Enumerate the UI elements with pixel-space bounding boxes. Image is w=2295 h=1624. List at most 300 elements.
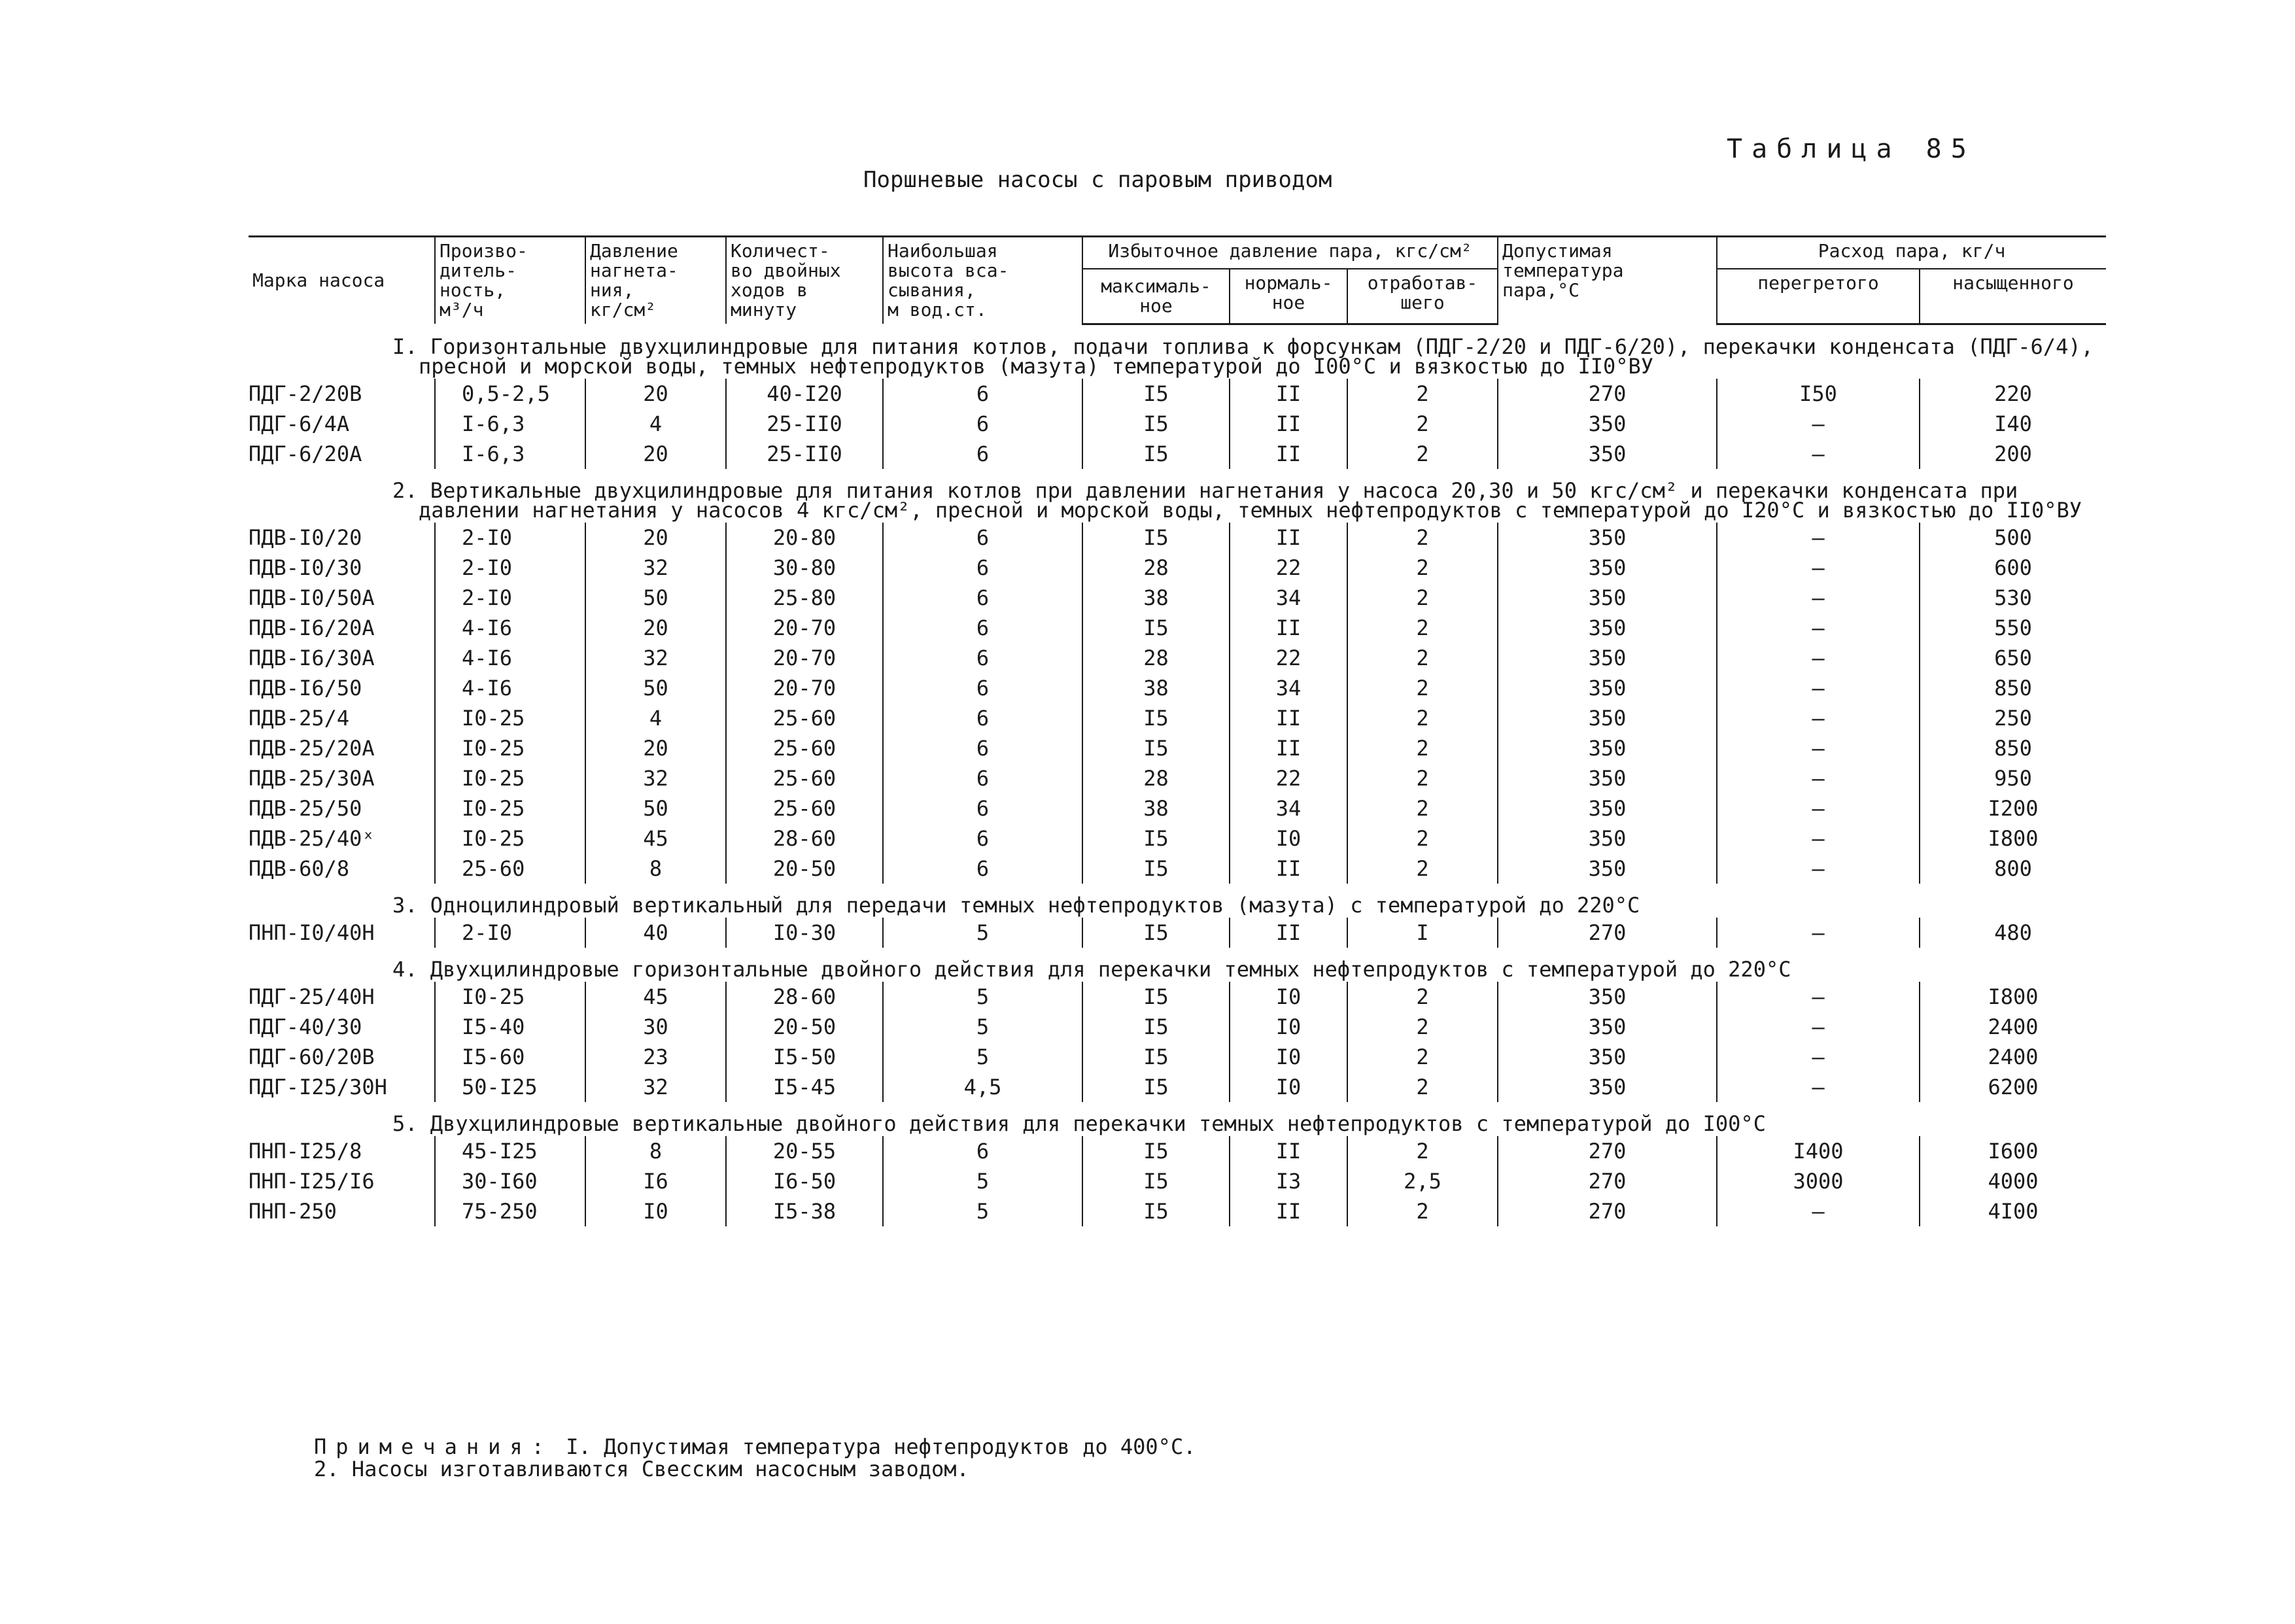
notes: [314, 1436, 1196, 1480]
table-cell: 38: [1082, 583, 1230, 613]
table-cell: 2: [1347, 793, 1498, 823]
table-cell: 25-60: [435, 854, 585, 884]
table-cell: I0: [1230, 1012, 1347, 1042]
table-cell: –: [1717, 523, 1920, 553]
header-pressure-l3: ния,: [590, 279, 634, 301]
section-title: 3. Одноцилиндровый вертикальный для передачи темных нефтепродуктов (мазута) с температурой до 220°С: [392, 892, 1640, 918]
table-cell: II: [1230, 379, 1347, 409]
table-cell: 6200: [1920, 1072, 2106, 1102]
table-cell: 30-I60: [435, 1166, 585, 1196]
table-cell: 350: [1498, 673, 1717, 703]
table-row: [249, 523, 2106, 553]
table-cell: II: [1230, 439, 1347, 469]
table-cell: 270: [1498, 379, 1717, 409]
table-cell: II: [1230, 733, 1347, 763]
table-cell: 270: [1498, 918, 1717, 948]
table-cell: I5: [1082, 1136, 1230, 1166]
table-cell: 5: [883, 1042, 1082, 1072]
table-cell: 2: [1347, 409, 1498, 439]
table-row: [249, 1072, 2106, 1102]
table-cell: I5-60: [435, 1042, 585, 1072]
table-row: [249, 793, 2106, 823]
table-cell: 4-I6: [435, 643, 585, 673]
table-cell: –: [1717, 673, 1920, 703]
table-cell: 20-70: [726, 643, 883, 673]
table-cell: 6: [883, 673, 1082, 703]
table-cell: 5: [883, 1012, 1082, 1042]
table-cell: 40-I20: [726, 379, 883, 409]
table-cell: 25-80: [726, 583, 883, 613]
table-cell: I0-30: [726, 918, 883, 948]
table-cell: 270: [1498, 1196, 1717, 1226]
table-cell: 350: [1498, 982, 1717, 1012]
table-cell: 950: [1920, 763, 2106, 793]
table-cell: –: [1717, 918, 1920, 948]
table-cell: 4-I6: [435, 613, 585, 643]
header-steam-exhaust: отработав- шего: [1347, 269, 1498, 324]
header-capacity: [435, 237, 585, 324]
table-cell: 6: [883, 1136, 1082, 1166]
header-temperature: [1498, 237, 1717, 324]
table-cell: 6: [883, 379, 1082, 409]
table-cell: I5: [1082, 379, 1230, 409]
header-capacity-l2: дитель-: [440, 260, 517, 281]
section-heading: [249, 324, 2106, 379]
table-cell: 270: [1498, 1136, 1717, 1166]
section-heading: [249, 469, 2106, 523]
table-cell: II: [1230, 854, 1347, 884]
header-steam-pressure: Избыточное давление пара, кгс/см²: [1082, 237, 1498, 269]
table-cell: I800: [1920, 982, 2106, 1012]
table-cell: 0,5-2,5: [435, 379, 585, 409]
table-cell: 2: [1347, 703, 1498, 733]
table-cell: I-6,3: [435, 439, 585, 469]
table-cell: 800: [1920, 854, 2106, 884]
table-cell: 350: [1498, 703, 1717, 733]
table-cell: I5: [1082, 982, 1230, 1012]
table-cell: –: [1717, 823, 1920, 854]
table-cell: ПДВ-I0/50А: [249, 585, 375, 610]
table-cell: 28-60: [726, 982, 883, 1012]
table-cell: II: [1230, 523, 1347, 553]
table-cell: 75-250: [435, 1196, 585, 1226]
table-cell: 25-60: [726, 793, 883, 823]
table-cell: I5-40: [435, 1012, 585, 1042]
table-cell: –: [1717, 1012, 1920, 1042]
table-cell: 850: [1920, 733, 2106, 763]
table-cell: 38: [1082, 793, 1230, 823]
table-cell: 2: [1347, 439, 1498, 469]
table-cell: 4I00: [1920, 1196, 2106, 1226]
table-cell: 2,5: [1347, 1166, 1498, 1196]
table-row: [249, 854, 2106, 884]
table-cell: ПДВ-25/40ˣ: [249, 825, 375, 851]
table-cell: I5: [1082, 1012, 1230, 1042]
table-cell: 30-80: [726, 553, 883, 583]
table-cell: 2: [1347, 1136, 1498, 1166]
table-cell: 2-I0: [435, 553, 585, 583]
table-cell: II: [1230, 409, 1347, 439]
table-cell: 2-I0: [435, 918, 585, 948]
header-pressure-l2: нагнета-: [590, 260, 678, 281]
header-superheated: перегретого: [1717, 269, 1920, 324]
table-row: [249, 1042, 2106, 1072]
table-row: [249, 982, 2106, 1012]
table-cell: I0-25: [435, 733, 585, 763]
table-cell: I600: [1920, 1136, 2106, 1166]
table-cell: 45: [585, 982, 726, 1012]
table-cell: 20-50: [726, 1012, 883, 1042]
table-title: Поршневые насосы с паровым приводом: [863, 167, 1332, 193]
table-cell: 20-70: [726, 613, 883, 643]
table-cell: ПДВ-I6/30А: [249, 645, 375, 670]
header-strokes-l4: минуту: [731, 299, 797, 320]
table-cell: ПДВ-I0/30: [249, 555, 362, 580]
header-steam-max: максималь- ное: [1082, 269, 1230, 324]
header-strokes-l3: ходов в: [731, 279, 808, 301]
table-cell: 6: [883, 703, 1082, 733]
table-cell: 20-70: [726, 673, 883, 703]
table-cell: 6: [883, 439, 1082, 469]
table-cell: ПДГ-6/4А: [249, 411, 350, 436]
notes-label: Примечания:: [314, 1434, 553, 1459]
table-cell: 2400: [1920, 1012, 2106, 1042]
table-cell: II: [1230, 613, 1347, 643]
table-cell: 350: [1498, 763, 1717, 793]
table-cell: 4-I6: [435, 673, 585, 703]
table-cell: II: [1230, 1196, 1347, 1226]
table-cell: 20-50: [726, 854, 883, 884]
table-cell: ПДГ-40/30: [249, 1014, 362, 1039]
table-cell: 22: [1230, 643, 1347, 673]
table-cell: 550: [1920, 613, 2106, 643]
table-cell: 20: [585, 733, 726, 763]
header-capacity-l4: м³/ч: [440, 299, 484, 320]
header-strokes-l2: во двойных: [731, 260, 841, 281]
table-cell: I0: [1230, 823, 1347, 854]
table-cell: 30: [585, 1012, 726, 1042]
table-cell: 2: [1347, 553, 1498, 583]
table-cell: –: [1717, 583, 1920, 613]
table-cell: 2: [1347, 643, 1498, 673]
table-cell: ПНП-I25/I6: [249, 1168, 375, 1194]
table-cell: 25-60: [726, 733, 883, 763]
table-cell: II: [1230, 703, 1347, 733]
table-cell: 6: [883, 763, 1082, 793]
table-cell: 350: [1498, 1012, 1717, 1042]
table-cell: 2: [1347, 1042, 1498, 1072]
table-cell: I0: [1230, 1072, 1347, 1102]
table-cell: 8: [585, 854, 726, 884]
table-cell: I0: [1230, 982, 1347, 1012]
table-cell: –: [1717, 439, 1920, 469]
table-cell: 50: [585, 583, 726, 613]
table-cell: 2-I0: [435, 523, 585, 553]
table-cell: 2-I0: [435, 583, 585, 613]
table-cell: 4,5: [883, 1072, 1082, 1102]
table-cell: 2: [1347, 613, 1498, 643]
header-saturated: насыщенного: [1920, 269, 2106, 324]
table-cell: 32: [585, 643, 726, 673]
table-cell: 350: [1498, 1072, 1717, 1102]
header-suction: [883, 237, 1082, 324]
table-cell: ПНП-250: [249, 1198, 337, 1224]
table-cell: I5: [1082, 613, 1230, 643]
table-cell: ПДВ-25/30А: [249, 765, 375, 791]
table-cell: I0-25: [435, 793, 585, 823]
table-row: [249, 643, 2106, 673]
table-cell: 34: [1230, 583, 1347, 613]
table-cell: I5: [1082, 1196, 1230, 1226]
table-row: [249, 583, 2106, 613]
table-row: [249, 553, 2106, 583]
table-cell: 20-55: [726, 1136, 883, 1166]
table-cell: 500: [1920, 523, 2106, 553]
table-cell: 350: [1498, 793, 1717, 823]
table-cell: 350: [1498, 1042, 1717, 1072]
table-cell: 4000: [1920, 1166, 2106, 1196]
table-cell: I400: [1717, 1136, 1920, 1166]
header-suction-l2: высота вса-: [888, 260, 1009, 281]
table-cell: 2: [1347, 982, 1498, 1012]
table-cell: 32: [585, 1072, 726, 1102]
table-cell: I0-25: [435, 982, 585, 1012]
table-cell: 5: [883, 1166, 1082, 1196]
table-row: [249, 673, 2106, 703]
table-cell: I3: [1230, 1166, 1347, 1196]
table-cell: ПДВ-I0/20: [249, 525, 362, 550]
table-cell: I5-45: [726, 1072, 883, 1102]
table-row: [249, 733, 2106, 763]
table-body: [249, 324, 2106, 1226]
table-cell: ПНП-I0/40Н: [249, 920, 375, 945]
table-cell: 38: [1082, 673, 1230, 703]
table-cell: –: [1717, 613, 1920, 643]
table-cell: 350: [1498, 583, 1717, 613]
section-title: 5. Двухцилиндровые вертикальные двойного действия для перекачки темных нефтепродуктов с температурой до I00°С: [392, 1111, 1766, 1136]
table-cell: 350: [1498, 553, 1717, 583]
table-cell: 4: [585, 703, 726, 733]
table-cell: I-6,3: [435, 409, 585, 439]
table-cell: 650: [1920, 643, 2106, 673]
table-cell: 34: [1230, 793, 1347, 823]
table-cell: 34: [1230, 673, 1347, 703]
table-cell: I5: [1082, 823, 1230, 854]
table-cell: II: [1230, 1136, 1347, 1166]
table-cell: I0-25: [435, 763, 585, 793]
table-cell: I5: [1082, 854, 1230, 884]
table-cell: I5-50: [726, 1042, 883, 1072]
table-row: [249, 439, 2106, 469]
header-temperature-l2: температура: [1502, 260, 1624, 281]
table-cell: 6: [883, 854, 1082, 884]
table-cell: –: [1717, 793, 1920, 823]
table-cell: I5: [1082, 703, 1230, 733]
table-cell: –: [1717, 409, 1920, 439]
table-cell: 50-I25: [435, 1072, 585, 1102]
table-cell: I5-38: [726, 1196, 883, 1226]
header-capacity-l3: ность,: [440, 279, 506, 301]
table-cell: 5: [883, 982, 1082, 1012]
table-cell: 2: [1347, 673, 1498, 703]
table-cell: II: [1230, 918, 1347, 948]
table-cell: 32: [585, 763, 726, 793]
table-row: [249, 823, 2106, 854]
table-cell: 3000: [1717, 1166, 1920, 1196]
header-pressure-l4: кг/см²: [590, 299, 657, 320]
table-cell: 20: [585, 613, 726, 643]
table-row: [249, 703, 2106, 733]
table-cell: 23: [585, 1042, 726, 1072]
header-suction-l4: м вод.ст.: [888, 299, 987, 320]
table-cell: –: [1717, 643, 1920, 673]
table-row: [249, 1166, 2106, 1196]
table-row: [249, 409, 2106, 439]
table-cell: 350: [1498, 854, 1717, 884]
table-cell: 6: [883, 733, 1082, 763]
table-cell: 50: [585, 793, 726, 823]
table-cell: –: [1717, 982, 1920, 1012]
table-cell: 2: [1347, 1012, 1498, 1042]
table-cell: 350: [1498, 733, 1717, 763]
table-cell: 6: [883, 613, 1082, 643]
section-heading: [249, 884, 2106, 918]
section-title: 2. Вертикальные двухцилиндровые для питания котлов при давлении нагнетания у насоса 20,30 и 50 кгс/см² и перекачки конденсата при давлении нагнетания у насосов 4 кгс/см², пресной и морской воды, темных нефтепродуктов с температурой до I20°С и вязкостью до II0°ВУ: [392, 477, 2082, 523]
table-cell: 28: [1082, 643, 1230, 673]
table-cell: 200: [1920, 439, 2106, 469]
note-1: I. Допустимая температура нефтепродуктов до 400°С.: [566, 1434, 1196, 1459]
table-cell: 350: [1498, 409, 1717, 439]
table-cell: I800: [1920, 823, 2106, 854]
table-cell: 2400: [1920, 1042, 2106, 1072]
table-row: [249, 1012, 2106, 1042]
table-cell: I40: [1920, 409, 2106, 439]
table-cell: 20: [585, 439, 726, 469]
table-cell: 28: [1082, 553, 1230, 583]
table-cell: 480: [1920, 918, 2106, 948]
table-cell: –: [1717, 1196, 1920, 1226]
table-row: [249, 918, 2106, 948]
table-cell: 4: [585, 409, 726, 439]
table-cell: 2: [1347, 523, 1498, 553]
pump-table: [249, 235, 2106, 1226]
table-row: [249, 1136, 2106, 1166]
header-pressure-l1: Давление: [590, 240, 678, 262]
table-cell: 350: [1498, 643, 1717, 673]
table-number: Таблица 85: [1727, 134, 1976, 164]
table-cell: I0: [585, 1196, 726, 1226]
table-cell: 850: [1920, 673, 2106, 703]
table-cell: I5: [1082, 1072, 1230, 1102]
table-cell: I0-25: [435, 703, 585, 733]
section-title: I. Горизонтальные двухцилиндровые для питания котлов, подачи топлива к форсункам (ПДГ-2/20 и ПДГ-6/20), перекачки конденсата (ПДГ-6/4), пресной и морской воды, темных нефтепродуктов (мазута) температурой до I00°С и вязкостью до II0°ВУ: [392, 334, 2094, 379]
table-cell: ПДВ-I6/50: [249, 675, 362, 700]
section-heading: [249, 948, 2106, 982]
table-cell: 50: [585, 673, 726, 703]
table-cell: 2: [1347, 733, 1498, 763]
table-cell: 2: [1347, 379, 1498, 409]
table-cell: 22: [1230, 763, 1347, 793]
table-cell: ПДГ-25/40Н: [249, 984, 375, 1009]
table-cell: 270: [1498, 1166, 1717, 1196]
table-cell: 2: [1347, 1196, 1498, 1226]
table-cell: 25-60: [726, 703, 883, 733]
table-cell: 25-60: [726, 763, 883, 793]
table-row: [249, 379, 2106, 409]
table-cell: 20-80: [726, 523, 883, 553]
table-cell: 2: [1347, 1072, 1498, 1102]
table-cell: 22: [1230, 553, 1347, 583]
header-suction-l1: Наибольшая: [888, 240, 998, 262]
table-cell: 6: [883, 583, 1082, 613]
table-cell: 6: [883, 793, 1082, 823]
table-cell: ПДГ-I25/30Н: [249, 1074, 387, 1099]
table-cell: I: [1347, 918, 1498, 948]
table-cell: 5: [883, 1196, 1082, 1226]
table-cell: –: [1717, 703, 1920, 733]
table-cell: 250: [1920, 703, 2106, 733]
table-cell: 350: [1498, 823, 1717, 854]
table-row: [249, 1196, 2106, 1226]
table-cell: 25-II0: [726, 439, 883, 469]
header-capacity-l1: Произво-: [440, 240, 528, 262]
table-cell: I0: [1230, 1042, 1347, 1072]
table-cell: ПДВ-60/8: [249, 855, 350, 881]
table-cell: 6: [883, 643, 1082, 673]
table-cell: I5: [1082, 1042, 1230, 1072]
header-steam-normal: нормаль- ное: [1230, 269, 1347, 324]
table-cell: 350: [1498, 523, 1717, 553]
header-strokes: [726, 237, 883, 324]
table-cell: ПДГ-60/20В: [249, 1044, 375, 1069]
table-cell: I6-50: [726, 1166, 883, 1196]
table-cell: –: [1717, 1042, 1920, 1072]
table-cell: 8: [585, 1136, 726, 1166]
table-cell: 32: [585, 553, 726, 583]
table-row: [249, 763, 2106, 793]
header-pressure: [585, 237, 726, 324]
table-cell: 20: [585, 379, 726, 409]
table-cell: 28-60: [726, 823, 883, 854]
table-cell: I5: [1082, 1166, 1230, 1196]
table-cell: 6: [883, 823, 1082, 854]
table-cell: 25-II0: [726, 409, 883, 439]
table-cell: 45: [585, 823, 726, 854]
table-cell: 20: [585, 523, 726, 553]
table-cell: I0-25: [435, 823, 585, 854]
table-cell: 350: [1498, 613, 1717, 643]
table-cell: –: [1717, 1072, 1920, 1102]
table-cell: I5: [1082, 523, 1230, 553]
table-cell: 2: [1347, 823, 1498, 854]
table-cell: 6: [883, 409, 1082, 439]
header-steam-consumption: Расход пара, кг/ч: [1717, 237, 2106, 269]
table-cell: I200: [1920, 793, 2106, 823]
table-cell: ПДВ-25/20А: [249, 735, 375, 761]
table-cell: 6: [883, 523, 1082, 553]
table-cell: 2: [1347, 583, 1498, 613]
table-cell: I6: [585, 1166, 726, 1196]
table-cell: ПДГ-6/20А: [249, 441, 362, 466]
note-2: 2. Насосы изготавливаются Свесским насосным заводом.: [314, 1457, 969, 1481]
table-cell: –: [1717, 854, 1920, 884]
table-cell: ПДВ-25/4: [249, 705, 350, 731]
table-cell: ПДВ-25/50: [249, 795, 362, 821]
table-cell: ПНП-I25/8: [249, 1138, 362, 1164]
section-title: 4. Двухцилиндровые горизонтальные двойного действия для перекачки темных нефтепродуктов с температурой до 220°С: [392, 956, 1791, 982]
table-cell: 2: [1347, 763, 1498, 793]
table-cell: I5: [1082, 439, 1230, 469]
